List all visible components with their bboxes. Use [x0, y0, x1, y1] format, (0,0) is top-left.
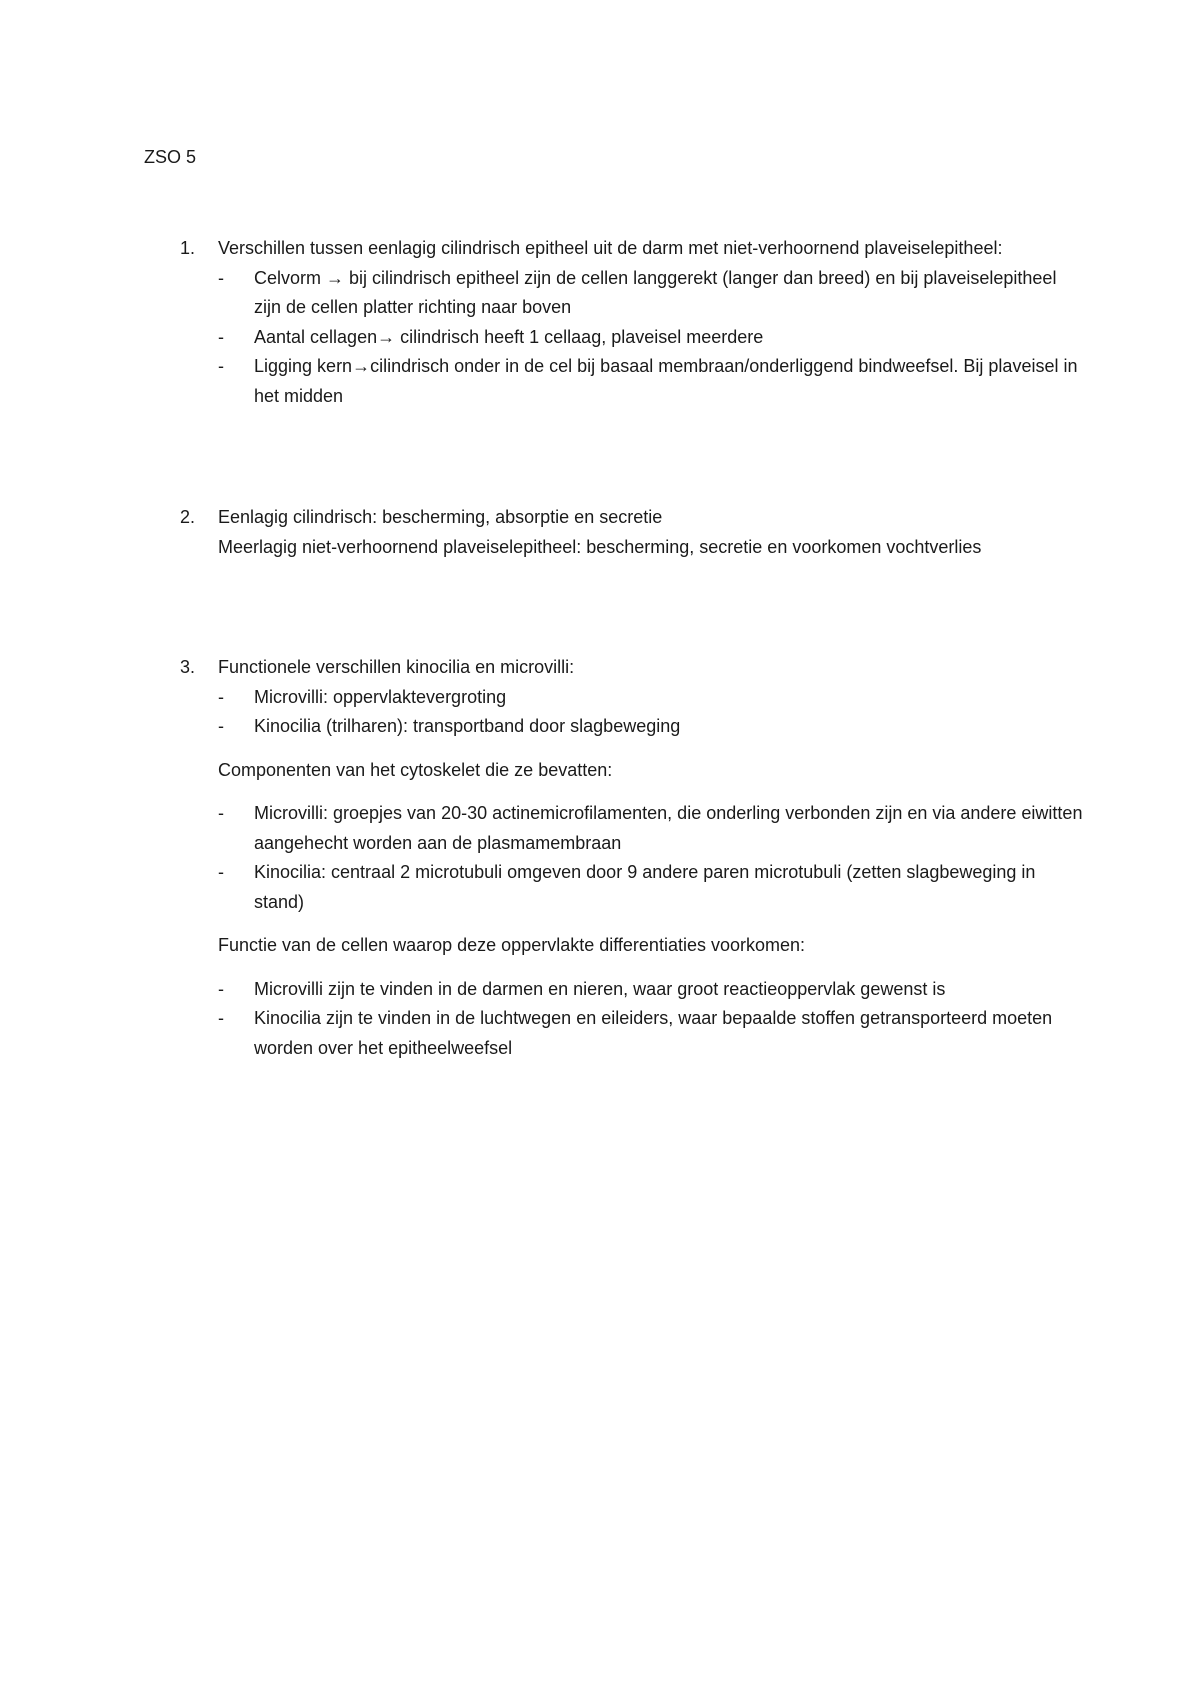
bullet-text: Kinocilia (trilharen): transportband door slagbeweging: [254, 716, 681, 736]
bullet-item: [218, 352, 1084, 411]
bullet-text: Microvilli: oppervlaktevergroting: [254, 686, 507, 707]
bullet-list: [218, 975, 1084, 1064]
bullet-dash: -: [218, 356, 224, 376]
bullet-item: [218, 858, 1084, 917]
item-heading: Verschillen tussen eenlagig cilindrisch epitheel uit de darm met niet-verhoornend plaveiselepitheel:: [218, 238, 1003, 258]
bullet-dash: -: [218, 803, 224, 823]
list-item-2: [144, 503, 1084, 562]
bullet-text: Celvorm → bij cilindrisch epitheel zijn de cellen langgerekt (langer dan breed) en bij plaveiselepitheel zijn de cellen platter richting naar boven: [254, 267, 1057, 317]
bullet-dash: -: [218, 326, 224, 347]
bullet-list: [218, 264, 1084, 412]
bullet-list: [218, 799, 1084, 917]
bullet-item: [218, 683, 1084, 713]
bullet-dash: -: [218, 716, 224, 736]
subheading-cell-function: Functie van de cellen waarop deze oppervlakte differentiaties voorkomen:: [218, 935, 806, 955]
bullet-item: [218, 1004, 1084, 1063]
bullet-text: Microvilli: groepjes van 20-30 actinemicrofilamenten, die onderling verbonden zijn en via andere eiwitten aangehecht worden aan de plasmamembraan: [254, 803, 1083, 853]
item-body: [218, 234, 1084, 411]
item-number: 3.: [180, 657, 196, 677]
bullet-dash: -: [218, 862, 224, 882]
document-title: ZSO 5: [144, 147, 197, 167]
item-line: Eenlagig cilindrisch: bescherming, absorptie en secretie: [218, 507, 663, 527]
list-item-3: [144, 653, 1084, 1063]
bullet-item: [218, 975, 1084, 1005]
bullet-item: [218, 712, 1084, 742]
item-number: 2.: [180, 507, 196, 527]
bullet-list: [218, 683, 1084, 742]
item-line: Meerlagig niet-verhoornend plaveiselepitheel: bescherming, secretie en voorkomen vochtverlies: [218, 536, 982, 557]
bullet-dash: -: [218, 978, 224, 999]
subheading-cytoskeleton: Componenten van het cytoskelet die ze bevatten:: [218, 759, 613, 780]
bullet-item: [218, 799, 1084, 858]
item-heading: Functionele verschillen kinocilia en microvilli:: [218, 657, 575, 677]
bullet-text: Ligging kern→cilindrisch onder in de cel bij basaal membraan/onderliggend bindweefsel. Bij plaveisel in het midden: [254, 356, 1078, 406]
bullet-item: [218, 323, 1084, 353]
bullet-text: Kinocilia zijn te vinden in de luchtwegen en eileiders, waar bepaalde stoffen getransporteerd moeten worden over het epitheelweefsel: [254, 1008, 1053, 1058]
bullet-dash: -: [218, 686, 224, 707]
bullet-dash: -: [218, 267, 224, 288]
bullet-dash: -: [218, 1008, 224, 1028]
item-body: [218, 503, 1084, 562]
bullet-text: Kinocilia: centraal 2 microtubuli omgeven door 9 andere paren microtubuli (zetten slagbeweging in stand): [254, 862, 1036, 912]
item-number: 1.: [180, 238, 196, 258]
bullet-text: Aantal cellagen→ cilindrisch heeft 1 cellaag, plaveisel meerdere: [254, 326, 764, 347]
bullet-text: Microvilli zijn te vinden in de darmen en nieren, waar groot reactieoppervlak gewenst is: [254, 978, 946, 999]
item-body: [218, 653, 1084, 1063]
list-item-1: [144, 234, 1084, 411]
bullet-item: [218, 264, 1084, 323]
